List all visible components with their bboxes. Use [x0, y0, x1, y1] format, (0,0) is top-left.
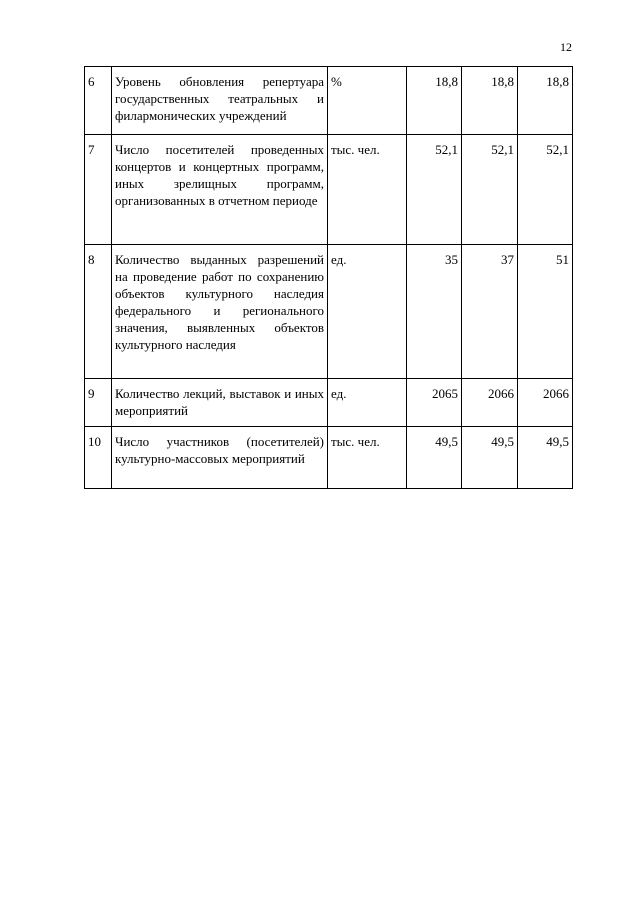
row-number: 6 [85, 67, 112, 135]
unit-cell: ед. [328, 245, 407, 379]
unit-cell: % [328, 67, 407, 135]
value-cell-2: 37 [462, 245, 518, 379]
value-cell-1: 35 [407, 245, 462, 379]
value-cell-1: 18,8 [407, 67, 462, 135]
table-row [85, 379, 573, 427]
row-number: 10 [85, 427, 112, 489]
indicator-name: Число участников (посетителей) культурно-массовых мероприятий [112, 427, 328, 489]
table-row [85, 67, 573, 135]
row-number: 9 [85, 379, 112, 427]
indicator-name: Уровень обновления репертуара государственных театральных и филармонических учреждений [112, 67, 328, 135]
page-number: 12 [560, 40, 572, 54]
value-cell-3: 51 [518, 245, 573, 379]
value-cell-3: 2066 [518, 379, 573, 427]
value-cell-2: 52,1 [462, 135, 518, 245]
unit-cell: тыс. чел. [328, 135, 407, 245]
value-cell-2: 49,5 [462, 427, 518, 489]
value-cell-1: 2065 [407, 379, 462, 427]
value-cell-1: 52,1 [407, 135, 462, 245]
value-cell-3: 52,1 [518, 135, 573, 245]
indicator-name: Число посетителей проведенных концертов и концертных программ, иных зрелищных программ, организованных в отчетном периоде [112, 135, 328, 245]
indicator-name: Количество выданных разрешений на проведение работ по сохранению объектов культурного наследия федерального и регионального значения, выявленных объектов культурного наследия [112, 245, 328, 379]
value-cell-3: 18,8 [518, 67, 573, 135]
table-row [85, 245, 573, 379]
table-row [85, 135, 573, 245]
unit-cell: тыс. чел. [328, 427, 407, 489]
value-cell-2: 18,8 [462, 67, 518, 135]
table-row [85, 427, 573, 489]
indicators-table [84, 66, 573, 489]
row-number: 7 [85, 135, 112, 245]
value-cell-1: 49,5 [407, 427, 462, 489]
indicator-name: Количество лекций, выставок и иных мероприятий [112, 379, 328, 427]
row-number: 8 [85, 245, 112, 379]
unit-cell: ед. [328, 379, 407, 427]
value-cell-3: 49,5 [518, 427, 573, 489]
value-cell-2: 2066 [462, 379, 518, 427]
